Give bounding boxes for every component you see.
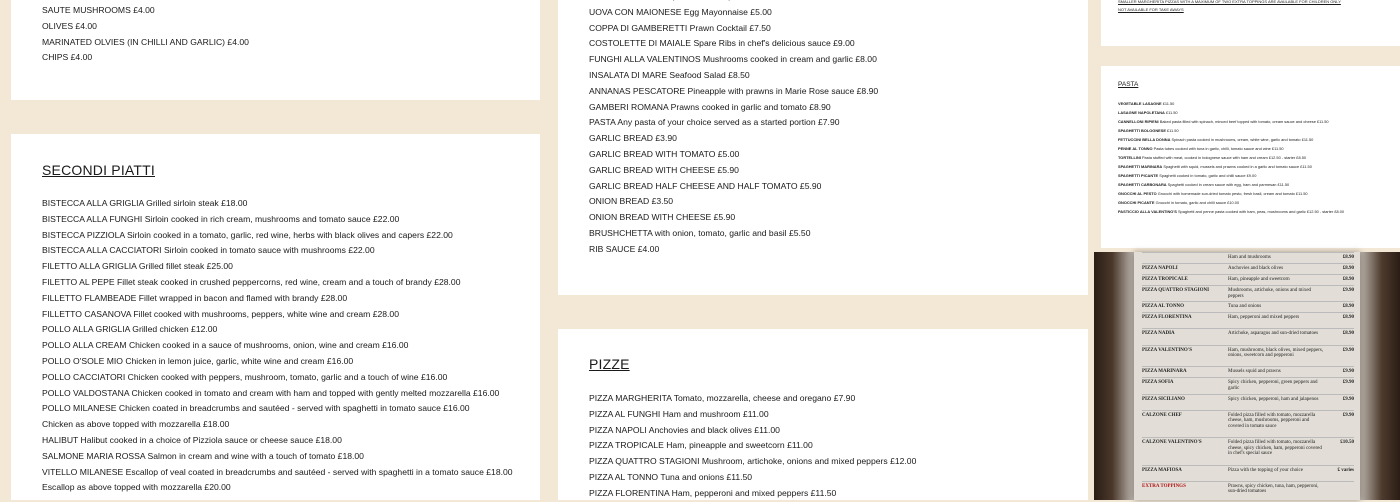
dish-name: FILLETTO FLAMBEADE — [42, 292, 137, 303]
menu-item — [589, 5, 878, 21]
dish-name: FILETTO AL PEPE — [42, 276, 115, 287]
printed-dish-price: £8.90 — [1342, 315, 1354, 321]
menu-item — [1118, 144, 1394, 153]
menu-item — [589, 454, 916, 470]
dish-description: Gnocchi with homemade sun-dried tomato pesto, fresh basil, cream and tomato — [1157, 191, 1295, 196]
dish-price: £16.00 — [326, 355, 354, 366]
printed-dish-name: PIZZA SICILIANO — [1142, 396, 1185, 402]
menu-item — [589, 242, 878, 258]
menu-item — [42, 465, 513, 481]
children-note-panel — [1101, 0, 1400, 46]
printed-dish-description: Folded pizza filled with tomato, mozzarella cheese, spicy chicken, ham, pepperoni covered in chef's special sauce — [1228, 440, 1322, 457]
dish-description: Halibut cooked in a choice of Pizziola sauce or cheese sauce — [80, 434, 314, 445]
printed-dish-price: £ varies — [1337, 467, 1354, 473]
printed-dish-price: £8.90 — [1342, 331, 1354, 337]
dish-price: £8.00 — [855, 54, 877, 65]
dish-description: Chicken coated in breadcrumbs and sautéed - served with spaghetti in tomato sauce — [118, 403, 441, 414]
dish-name: BISTECCA ALLA FUNGHI — [42, 213, 143, 224]
dish-price: £11.50 — [1162, 101, 1175, 106]
menu-item — [589, 115, 878, 131]
menu-item — [1118, 207, 1394, 216]
dish-name: BRUSHCHETTA — [589, 227, 653, 238]
dish-price: £16.00 — [473, 387, 500, 398]
dish-description: Spaghetti and penne pasta cooked with ham, peas, mushrooms and garlic — [1177, 209, 1306, 214]
printed-dish-price: £9.90 — [1342, 380, 1354, 386]
dish-name: SALMONE MARIA ROSSA — [42, 450, 146, 461]
dish-name: PASTA — [589, 117, 616, 128]
dish-name: FETTUCCINI BELLA DONNA — [1118, 137, 1171, 142]
printed-dish-name: PIZZA FLORENTINA — [1142, 315, 1192, 321]
menu-item — [589, 470, 916, 486]
printed-dish-description: Mushrooms, artichoke, onions and mixed peppers — [1228, 288, 1312, 299]
dish-description: Pasta stuffed with meat, cooked in bolognese sauce with ham and cream — [1141, 155, 1268, 160]
dish-name — [589, 0, 665, 1]
printed-dish-price: £9.90 — [1342, 369, 1354, 375]
dish-price: £11.50 — [810, 487, 837, 498]
pasta-list — [1118, 99, 1394, 216]
menu-rule — [1142, 481, 1354, 482]
printed-dish-description: Prawns, spicy chicken, tuna, ham, pepperoni, sun-dried tomatoes — [1228, 483, 1319, 495]
dish-name: POLLO O'SOLE MIO — [42, 355, 123, 366]
printed-dish-name: EXTRA TOPPINGS — [1142, 483, 1186, 489]
menu-item — [42, 449, 513, 465]
menu-item — [1118, 108, 1394, 117]
printed-dish-description: Folded pizza filled with tomato, mozzarella cheese, ham, mushrooms, pepperoni and covered in tomato sauce — [1228, 412, 1316, 429]
dish-price: £20.00 — [204, 482, 231, 493]
printed-dish-name: PIZZA NAPOLI — [1142, 266, 1178, 271]
dish-price: £5.90 — [717, 164, 739, 175]
dish-name: VEGETABLE LASAGNE — [1118, 101, 1162, 106]
printed-dish-price: £9.90 — [1342, 288, 1354, 293]
dish-price: £11.00 — [754, 424, 780, 435]
dish-description: Ham, pepperoni and mixed peppers — [671, 487, 809, 498]
menu-item — [42, 275, 513, 291]
menu-item — [1118, 180, 1394, 189]
side-orders-panel — [11, 0, 540, 100]
dish-name: PIZZA FLORENTINA — [589, 487, 670, 498]
menu-item — [589, 407, 916, 423]
dish-price: £28.00 — [434, 276, 461, 287]
dish-name: HALIBUT — [42, 434, 79, 445]
dish-name: INSALATA DI MARE — [589, 69, 667, 80]
dish-description: Pasta tubes cooked with tuna in garlic, chilli, tomato sauce and wine — [1153, 146, 1271, 151]
menu-item — [589, 423, 916, 439]
dish-price: £5.50 — [788, 227, 811, 238]
menu-item — [589, 68, 878, 84]
dish-price: £7.50 — [749, 22, 771, 33]
menu-item — [42, 338, 513, 354]
dish-description: Spare Ribs in chef's delicious sauce — [693, 38, 831, 49]
dish-name: GARLIC BREAD HALF CHEESE AND HALF TOMATO — [589, 180, 798, 191]
dish-name: RIB SAUCE — [589, 243, 636, 254]
menu-item — [589, 179, 878, 195]
menu-item — [42, 354, 513, 370]
dish-price: £11.00 — [787, 440, 813, 451]
dish-name: BISTECCA ALLA GRIGLIA — [42, 198, 144, 208]
menu-item — [1118, 189, 1394, 198]
dish-description: Prawns cooked in garlic and tomato — [670, 101, 807, 112]
menu-rule — [1142, 312, 1354, 313]
dish-description: Escallop as above topped with mozzarella — [42, 482, 203, 493]
dish-name: PIZZA QUATTRO STAGIONI — [589, 456, 700, 467]
dish-name: GNOCCHI PICANTE — [1118, 200, 1155, 205]
dish-price: £12.50 - starter £8.50 — [1268, 155, 1307, 160]
printed-dish-name: CALZONE CHEF — [1142, 412, 1182, 418]
dish-description: Any pasta of your choice served as a started portion — [617, 117, 816, 128]
menu-rule — [1142, 394, 1354, 395]
dish-name: GAMBERI ROMANA — [589, 101, 669, 112]
dish-price: £22.00 — [373, 213, 400, 224]
dish-price: £11.50 — [1316, 119, 1329, 124]
dish-name: POLLO ALLA GRIGLIA — [42, 324, 130, 335]
dish-price: £16.00 — [420, 371, 448, 382]
menu-item — [42, 307, 513, 323]
printed-dish-description: Ham, mushrooms, black olives, mixed peppers, onions, sweetcorn and pepperoni — [1228, 347, 1324, 359]
dish-description: Mushrooms cooked in cream and garlic — [702, 54, 853, 65]
menu-item — [589, 194, 878, 210]
menu-rule — [1142, 301, 1354, 302]
dish-name: CANNELLONI RIPIENI — [1118, 119, 1159, 124]
dish-price: £8.90 — [856, 85, 879, 96]
menu-rule — [1142, 437, 1354, 438]
dish-name: FUNGHI ALLA VALENTINOS — [589, 54, 701, 65]
dish-price: £12.00 — [191, 324, 218, 335]
dish-price: £3.50 — [651, 196, 674, 207]
dish-name: PENNE AL TONNO — [1118, 146, 1153, 151]
dish-price: £28.00 — [372, 308, 399, 319]
dish-description: Ham and mushroom — [662, 408, 741, 419]
menu-item — [589, 131, 878, 147]
dish-description: Tomato, mozzarella, cheese and oregano — [673, 393, 832, 403]
menu-item — [42, 228, 513, 244]
section-title-secondi: SECONDI PIATTI — [42, 162, 155, 178]
menu-item — [42, 212, 513, 228]
dish-price: £11.50 — [726, 471, 753, 482]
dish-description: Spaghetti with squid, mussels and prawns cooked in a garlic and tomato sauce — [1163, 164, 1300, 169]
menu-item — [1118, 99, 1394, 108]
menu-item — [42, 417, 513, 433]
dish-description: Prawn Cocktail — [689, 22, 747, 33]
printed-dish-name: PIZZA TROPICALE — [1142, 277, 1188, 282]
side-orders-list — [42, 3, 249, 66]
printed-dish-price: £9.90 — [1342, 412, 1354, 418]
printed-dish-name: PIZZA VALENTINO'S — [1142, 347, 1192, 353]
printed-dish-description: Spicy chicken, pepperoni, ham and jalapenos — [1228, 396, 1319, 402]
dish-description: Egg Mayonnaise — [683, 6, 748, 17]
secondi-piatti-panel — [11, 134, 540, 500]
printed-dish-price: £9.90 — [1342, 396, 1354, 402]
menu-item — [1118, 135, 1394, 144]
printed-dish-name: PIZZA MARINARA — [1142, 369, 1187, 375]
printed-dish-description: Ham, pepperoni and mixed peppers — [1228, 315, 1300, 321]
dish-price — [814, 0, 836, 1]
dish-price: £18.00 — [337, 450, 364, 461]
dish-description: Grilled chicken — [132, 324, 189, 335]
dish-description: Chicken as above topped with mozzarella — [42, 419, 201, 430]
menu-item — [1118, 198, 1394, 207]
starters-list — [589, 0, 878, 258]
dish-price: £16.00 — [443, 403, 470, 414]
menu-item — [1118, 117, 1394, 126]
printed-dish-description: Pizza with the topping of your choice — [1228, 467, 1303, 473]
secondi-list — [42, 196, 513, 496]
dish-name: PIZZA AL FUNGHI — [589, 408, 661, 419]
printed-dish-price: £8.90 — [1342, 277, 1354, 282]
dish-name: SPAGHETTI PICANTE — [1118, 173, 1159, 178]
printed-dish-description: Ham, pineapple and sweetcorn — [1228, 277, 1290, 282]
printed-dish-description: Tuna and onions — [1228, 304, 1262, 310]
dish-price: £11.50 — [1165, 110, 1178, 115]
menu-item — [1118, 162, 1394, 171]
dish-description: Chicken cooked in tomato and cream with ham and topped with gently melted mozzarella — [131, 387, 471, 398]
dish-description: Salmon in cream and wine with a touch of tomato — [147, 450, 336, 461]
dish-name: COSTOLETTE DI MAIALE — [589, 38, 692, 49]
dish-price: £11.00 — [742, 408, 769, 419]
starters-panel — [558, 0, 1088, 295]
dish-description: Grilled sirloin steak — [146, 198, 219, 208]
side-order-item: CHIPS £4.00 — [42, 52, 93, 63]
dish-description: Sirloin cooked in tomato sauce with mushrooms — [163, 245, 346, 256]
printed-dish-price: £10.50 — [1340, 440, 1354, 446]
side-order-item: OLIVES £4.00 — [42, 20, 97, 31]
printed-dish-price: £8.90 — [1342, 304, 1354, 310]
dish-description: Baked pasta filled with spinach, minced beef topped with tomato, cream sauce and cheese — [1159, 119, 1316, 124]
dish-price: £11.50 — [1167, 128, 1179, 133]
dish-description: Fillet cooked with mushrooms, peppers, white wine and cream — [133, 308, 371, 319]
menu-rule — [1142, 252, 1354, 253]
printed-dish-description: Ham and mushrooms — [1228, 255, 1271, 260]
menu-item — [42, 433, 513, 449]
dish-name: POLLO ALLA CREAM — [42, 340, 127, 351]
dish-price: £18.00 — [221, 198, 248, 208]
printed-dish-description: Anchovies and black olives — [1228, 266, 1284, 271]
dish-price: £5.00 — [750, 6, 772, 17]
dish-description — [667, 0, 812, 1]
pizze-list — [589, 391, 916, 502]
menu-item — [42, 386, 513, 402]
printed-dish-name: PIZZA SOFIA — [1142, 380, 1174, 386]
dish-description: Chicken in lemon juice, garlic, white wine and cream — [125, 355, 325, 366]
menu-item — [589, 210, 878, 226]
dish-name: PIZZA MARGHERITA — [589, 393, 672, 403]
dish-price: £18.00 — [486, 466, 513, 477]
menu-item — [589, 21, 878, 37]
menu-item — [42, 480, 513, 496]
printed-dish-description: Mussels squid and prawns — [1228, 369, 1281, 375]
section-title-pasta: PASTA — [1118, 81, 1139, 88]
dish-description: Anchovies and black olives — [648, 424, 752, 435]
dish-description: Gnocchi in tomato, garlic and chilli sauce — [1155, 200, 1227, 205]
dish-name: POLLO MILANESE — [42, 403, 117, 414]
printed-dish-name: PIZZA NADIA — [1142, 331, 1175, 337]
dish-price: £4.00 — [637, 243, 660, 254]
dish-description: Chicken cooked in a sauce of mushrooms, onion, wine and cream — [128, 340, 380, 351]
dish-description: Mushroom, artichoke, onions and mixed peppers — [701, 456, 888, 467]
dish-name: TORTELLINI — [1118, 155, 1141, 160]
dish-name: LASAGNE NAPOLETANA — [1118, 110, 1165, 115]
dish-price: £11.50 — [1301, 137, 1314, 142]
menu-rule — [1142, 377, 1354, 378]
pizze-panel — [558, 329, 1088, 500]
dish-price: £11.50 — [1277, 182, 1290, 187]
dish-name: GARLIC BREAD WITH CHEESE — [589, 164, 716, 175]
dish-description: Ham, pineapple and sweetcorn — [666, 440, 785, 451]
dish-name: GARLIC BREAD — [589, 133, 653, 144]
dish-name: POLLO VALDOSTANA — [42, 387, 130, 398]
dish-description: Spaghetti cooked in tomato, garlic and chilli sauce — [1159, 173, 1246, 178]
menu-item — [42, 370, 513, 386]
menu-item — [42, 401, 513, 417]
dish-price: £16.00 — [382, 340, 409, 351]
menu-item — [589, 84, 878, 100]
menu-rule — [1142, 274, 1354, 275]
printed-dish-price: £8.90 — [1342, 255, 1354, 260]
menu-item — [1118, 171, 1394, 180]
dish-price: £9.00 — [1246, 173, 1257, 178]
dish-description: Fillet wrapped in bacon and flamed with brandy — [138, 292, 319, 303]
dish-price: £11.50 — [1271, 146, 1284, 151]
dish-price: £28.00 — [320, 292, 348, 303]
menu-item — [589, 391, 916, 407]
dish-description: with onion, tomato, garlic and basil — [654, 227, 787, 238]
menu-item — [42, 322, 513, 338]
dish-description: Fillet steak cooked in crushed peppercorns, red wine, cream and a touch of brandy — [117, 276, 432, 287]
printed-menu-card — [1134, 252, 1360, 500]
dish-price: £5.90 — [799, 180, 822, 191]
menu-item — [1118, 153, 1394, 162]
dish-price: £22.00 — [426, 229, 453, 240]
dish-name: PIZZA TROPICALE — [589, 440, 664, 451]
dish-name: FILETTO ALLA GRIGLIA — [42, 261, 137, 272]
menu-item — [1118, 126, 1394, 135]
dish-price: £22.00 — [348, 245, 375, 256]
dish-price: £18.00 — [315, 434, 342, 445]
printed-menu-photo — [1094, 252, 1400, 500]
dish-name: FILLETTO CASANOVA — [42, 308, 131, 319]
dish-price: £11.50 — [1300, 164, 1312, 169]
dish-name: UOVA CON MAIONESE — [589, 6, 682, 17]
dish-description: Spaghetti cooked in cream sauce with egg, ham and parmesan — [1167, 182, 1277, 187]
dish-price: £18.00 — [203, 419, 230, 430]
printed-dish-name: PIZZA AL TONNO — [1142, 304, 1185, 310]
menu-item — [589, 36, 878, 52]
menu-item — [42, 291, 513, 307]
dish-description: Sirloin cooked in a tomato, garlic, red wine, herbs with black olives and capers — [127, 229, 425, 240]
menu-rule — [1142, 410, 1354, 411]
menu-rule — [1142, 328, 1354, 329]
dish-name: GNOCCHI AL PESTO — [1118, 191, 1157, 196]
dish-price: £10.00 — [1227, 200, 1240, 205]
dish-name: GARLIC BREAD WITH TOMATO — [589, 148, 716, 159]
dish-description: Tuna and onions — [660, 471, 725, 482]
dish-name: ONION BREAD WITH CHEESE — [589, 212, 712, 223]
dish-name: ONION BREAD — [589, 196, 650, 207]
menu-rule — [1142, 366, 1354, 367]
dish-price: £5.00 — [717, 148, 740, 159]
menu-item — [42, 243, 513, 259]
dish-description: Grilled fillet steak — [138, 261, 205, 272]
menu-item — [589, 486, 916, 502]
dish-price: £12.50 - starter £8.00 — [1306, 209, 1345, 214]
menu-item — [589, 100, 878, 116]
menu-rule — [1142, 465, 1354, 466]
printed-dish-name: CALZONE VALENTINO'S — [1142, 440, 1202, 446]
dish-name: VITELLO MILANESE — [42, 466, 124, 477]
dish-price: £7.90 — [833, 393, 856, 403]
printed-dish-name: PIZZA MAFIOSA — [1142, 467, 1182, 473]
dish-name: BISTECCA ALLA CACCIATORI — [42, 245, 162, 256]
menu-item — [42, 196, 513, 212]
menu-item — [42, 259, 513, 275]
side-order-item: SAUTE MUSHROOMS £4.00 — [42, 5, 155, 15]
dish-name: PASTICCIO ALLA VALENTINO'S — [1118, 209, 1177, 214]
note-line-2: NOT AVAILABLE FOR TAKE AWAYS — [1118, 7, 1184, 12]
dish-description: Chicken cooked with peppers, mushroom, tomato, garlic and a touch of wine — [127, 371, 419, 382]
menu-item — [589, 438, 916, 454]
dish-description: Seafood Salad — [669, 69, 726, 80]
menu-item — [589, 163, 878, 179]
dish-price: £25.00 — [206, 261, 233, 272]
printed-dish-description: Artichoke, asparagus and sun-dried tomatoes — [1228, 331, 1319, 337]
printed-dish-description: Spicy chicken, pepperoni, green peppers and garlic — [1228, 380, 1318, 391]
dish-description: Pineapple with prawns in Marie Rose sauce — [687, 85, 855, 96]
dish-description: Escallop of veal coated in breadcrumbs and sautéed - served with spaghetti in a tomato sauce — [125, 466, 484, 477]
menu-item — [589, 147, 878, 163]
section-title-pizze: PIZZE — [589, 356, 630, 372]
children-note-text — [1118, 0, 1341, 14]
menu-rule — [1142, 285, 1354, 286]
printed-dish-price: £9.90 — [1342, 347, 1354, 353]
note-line-1: SMALLER MARGHERITA PIZZAS WITH A MAXIMUM OF TWO EXTRA TOPPINGS ARE AVAILABLE FOR CHILDREN ONLY — [1118, 0, 1341, 4]
menu-item — [589, 52, 878, 68]
dish-name: PIZZA NAPOLI — [589, 424, 647, 435]
dish-name: PIZZA AL TONNO — [589, 471, 659, 482]
menu-rule — [1142, 263, 1354, 264]
dish-name: POLLO CACCIATORI — [42, 371, 126, 382]
dish-name: ANNANAS PESCATORE — [589, 85, 686, 96]
dish-name: SPAGHETTI BOLOGNESE — [1118, 128, 1166, 133]
dish-price: £12.00 — [890, 456, 917, 467]
dish-name: SPAGHETTI CARBONARA — [1118, 182, 1167, 187]
dish-description: Spinach pasta cooked in mushrooms, cream, white wine, garlic and tomato — [1171, 137, 1301, 142]
dish-price: £7.90 — [818, 117, 840, 128]
side-order-item: MARINATED OLVIES (IN CHILLI AND GARLIC) £4.00 — [42, 36, 249, 47]
menu-rule — [1142, 345, 1354, 346]
dish-price: £8.90 — [809, 101, 831, 112]
dish-name: SPAGHETTI MARINARA — [1118, 164, 1163, 169]
menu-item — [589, 226, 878, 242]
dish-description: Sirloin cooked in rich cream, mushrooms and tomato sauce — [144, 213, 371, 224]
dish-price: £8.50 — [728, 69, 750, 80]
dish-price: £3.90 — [655, 133, 677, 144]
dish-name: COPPA DI GAMBERETTI — [589, 22, 688, 33]
dish-price: £5.90 — [713, 212, 736, 223]
printed-dish-name: PIZZA QUATTRO STAGIONI — [1142, 288, 1210, 293]
dish-price: £11.50 — [1295, 191, 1308, 196]
pasta-panel — [1101, 66, 1400, 248]
dish-price: £9.00 — [833, 38, 855, 49]
printed-dish-price: £8.90 — [1342, 266, 1354, 271]
dish-name: BISTECCA PIZZIOLA — [42, 229, 125, 240]
